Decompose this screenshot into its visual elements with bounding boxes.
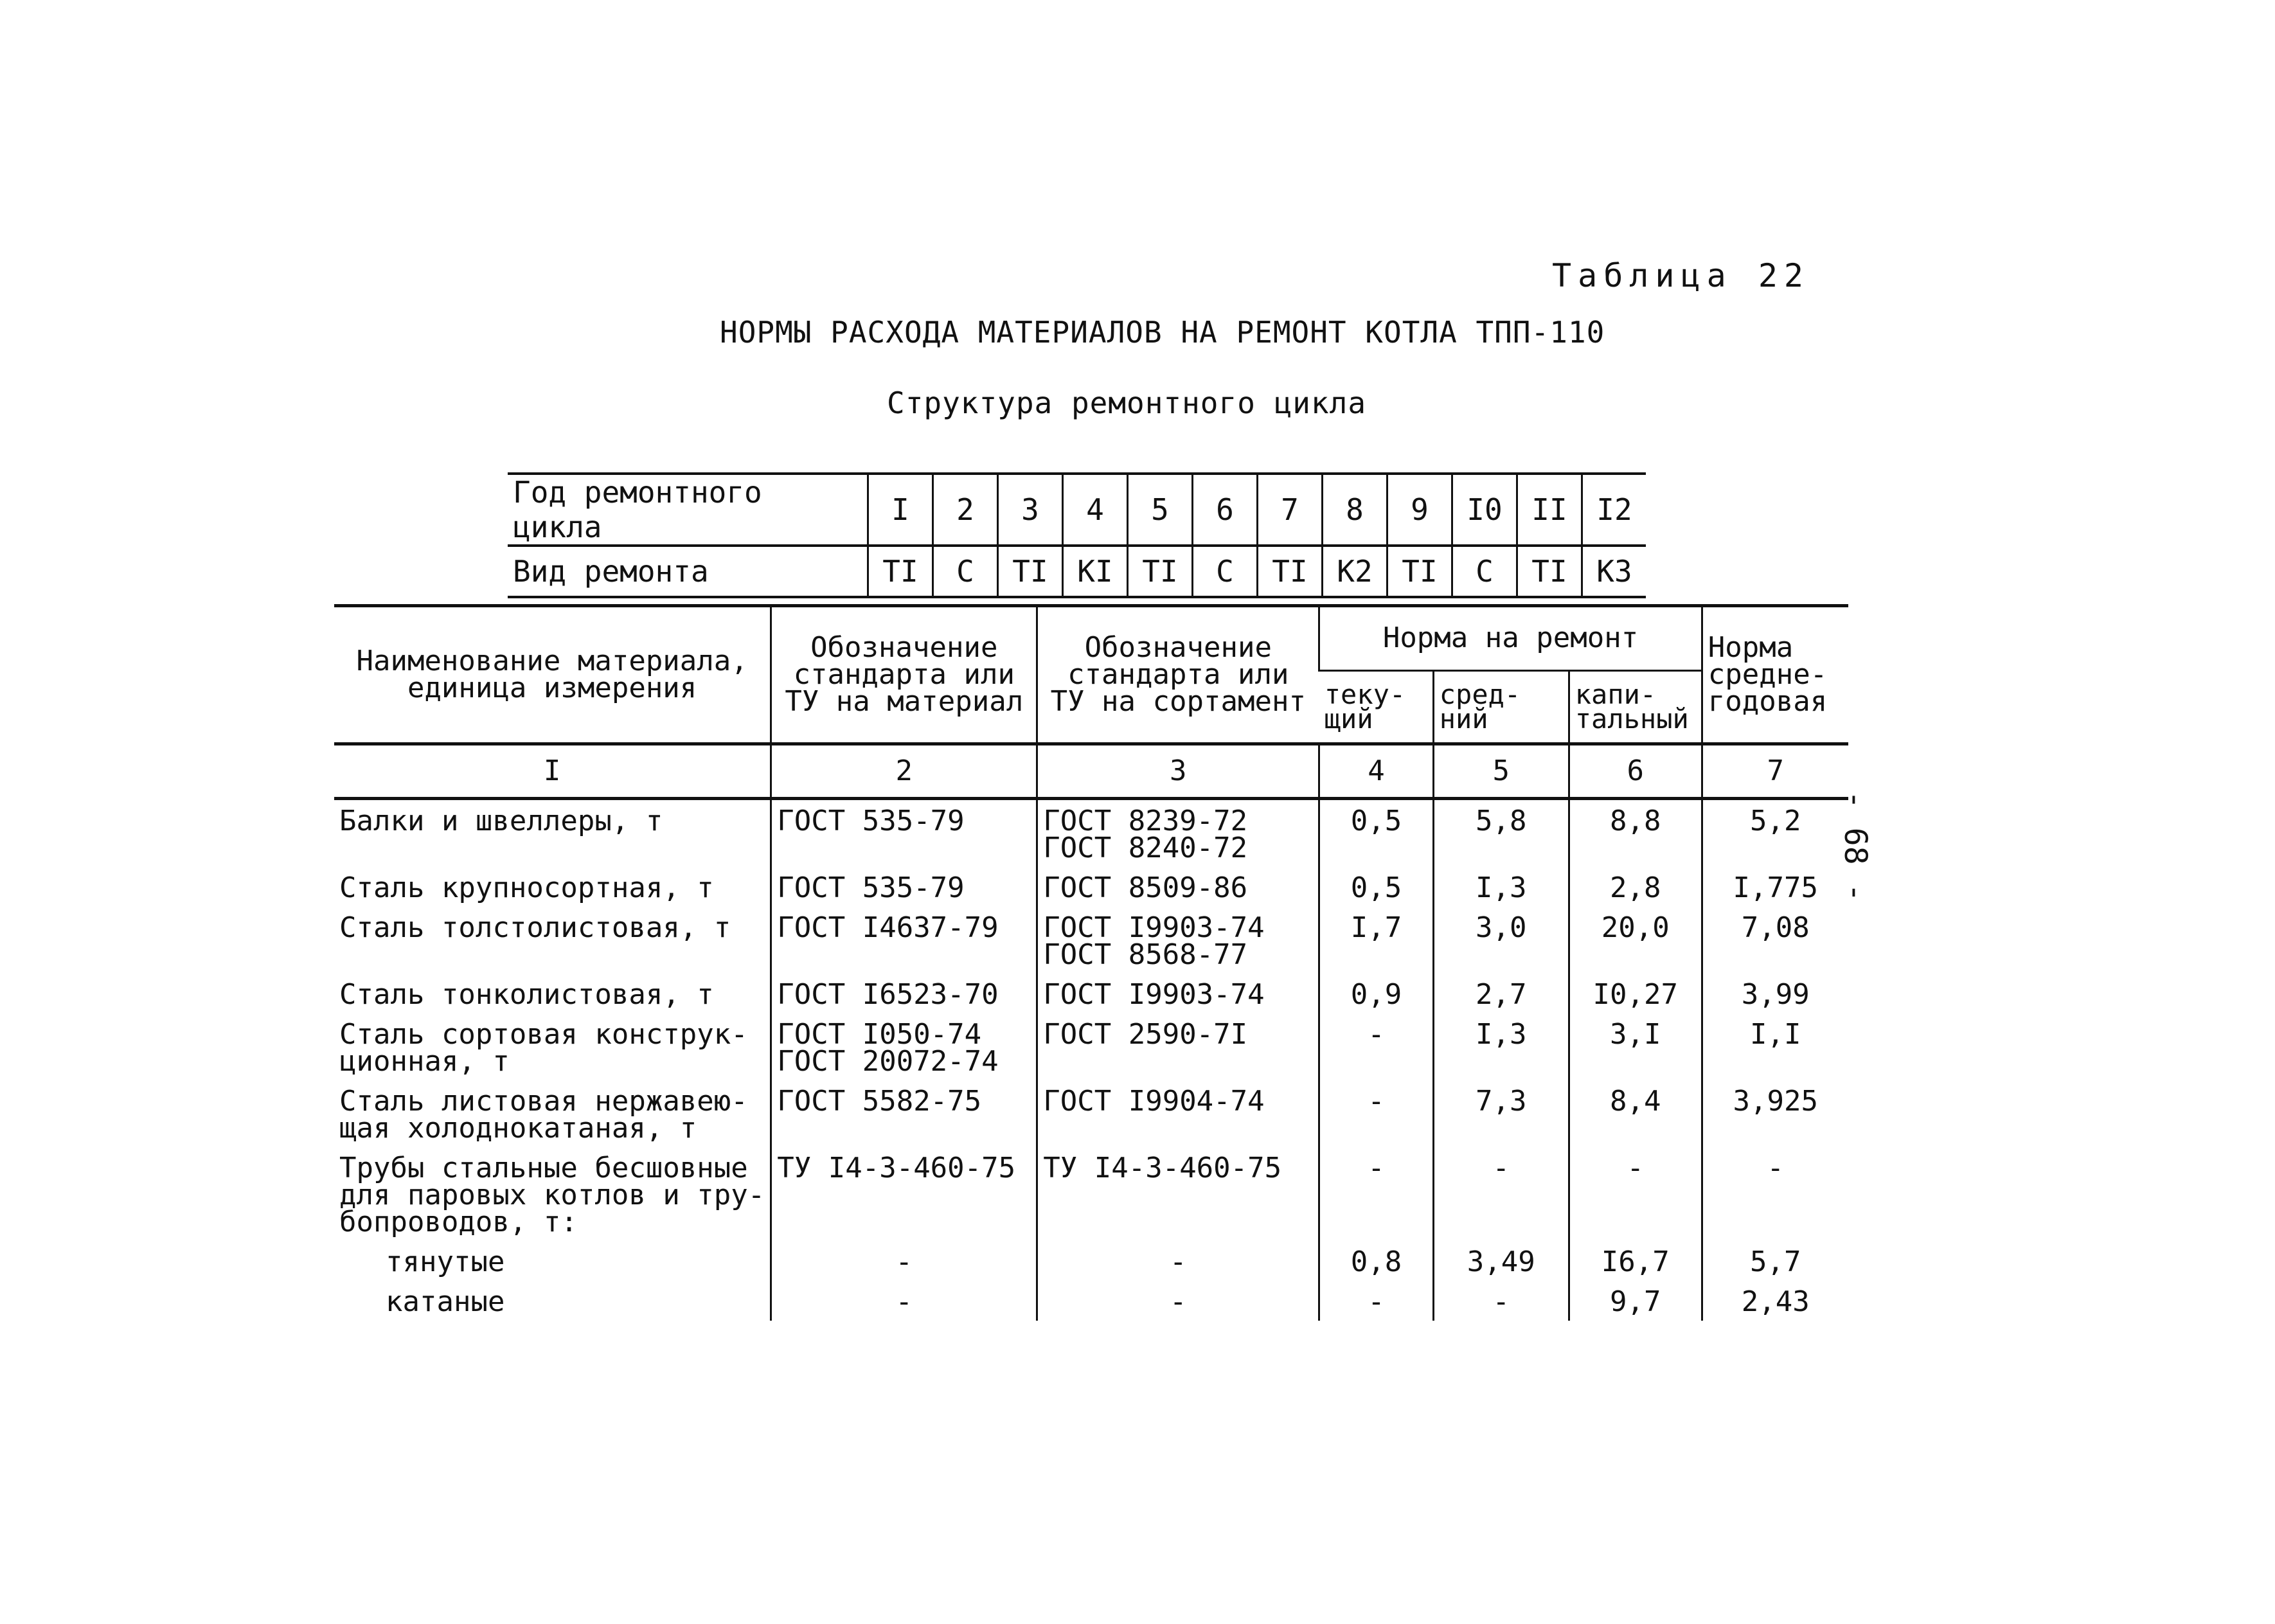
repair-cycle-table bbox=[508, 472, 1646, 598]
table-row bbox=[334, 974, 1848, 1013]
norm-current: 0,9 bbox=[1319, 974, 1434, 1013]
norm-medium: 3,49 bbox=[1433, 1241, 1569, 1281]
cycle-repair-row bbox=[508, 546, 1646, 597]
norm-annual: I,775 bbox=[1702, 867, 1848, 907]
col-medium-header: сред- ний bbox=[1433, 670, 1569, 744]
table-row bbox=[334, 867, 1848, 907]
col-std-header: Обозначение стандарта или ТУ на материал bbox=[771, 606, 1037, 744]
norm-annual: 7,08 bbox=[1702, 907, 1848, 974]
cycle-year-label: Год ремонтного цикла bbox=[508, 474, 868, 546]
table-row bbox=[334, 1281, 1848, 1321]
cycle-year: 8 bbox=[1323, 474, 1387, 546]
column-number: I bbox=[334, 744, 771, 799]
sortament-standard: - bbox=[1037, 1241, 1319, 1281]
norm-capital: 20,0 bbox=[1569, 907, 1702, 974]
cycle-repair: KI bbox=[1063, 546, 1128, 597]
cycle-repair: TI bbox=[998, 546, 1063, 597]
cycle-year: I0 bbox=[1452, 474, 1517, 546]
norm-medium: I,3 bbox=[1433, 1013, 1569, 1080]
cycle-year: 4 bbox=[1063, 474, 1128, 546]
cycle-year: 3 bbox=[998, 474, 1063, 546]
material-name: тянутые bbox=[386, 1245, 505, 1278]
material-name: катаные bbox=[386, 1285, 505, 1318]
norm-annual: 5,2 bbox=[1702, 799, 1848, 868]
column-number: 6 bbox=[1569, 744, 1702, 799]
norm-capital: - bbox=[1569, 1147, 1702, 1241]
table-row bbox=[334, 1080, 1848, 1147]
column-number: 3 bbox=[1037, 744, 1319, 799]
sortament-standard: ГОСТ I9903-74 ГОСТ 8568-77 bbox=[1037, 907, 1319, 974]
column-number: 7 bbox=[1702, 744, 1848, 799]
table-row bbox=[334, 1241, 1848, 1281]
cycle-repair: C bbox=[933, 546, 998, 597]
norm-capital: 2,8 bbox=[1569, 867, 1702, 907]
sortament-standard: ГОСТ 2590-7I bbox=[1037, 1013, 1319, 1080]
norm-current: 0,5 bbox=[1319, 867, 1434, 907]
document-title: НОРМЫ РАСХОДА МАТЕРИАЛОВ НА РЕМОНТ КОТЛА ТПП-110 bbox=[720, 315, 1605, 350]
sortament-standard: - bbox=[1037, 1281, 1319, 1321]
sortament-standard: ТУ I4-3-460-75 bbox=[1037, 1147, 1319, 1241]
norm-annual: - bbox=[1702, 1147, 1848, 1241]
norm-medium: 2,7 bbox=[1433, 974, 1569, 1013]
sortament-standard: ГОСТ I9903-74 bbox=[1037, 974, 1319, 1013]
material-name: Балки и швеллеры, т bbox=[339, 805, 663, 837]
norm-annual: 2,43 bbox=[1702, 1281, 1848, 1321]
col-name-header: Наименование материала, единица измерения bbox=[334, 606, 771, 744]
cycle-year: 5 bbox=[1128, 474, 1193, 546]
cycle-year-row bbox=[508, 474, 1646, 546]
cycle-repair: C bbox=[1193, 546, 1258, 597]
column-number: 5 bbox=[1433, 744, 1569, 799]
column-number-row bbox=[334, 744, 1848, 799]
cycle-year: 9 bbox=[1387, 474, 1452, 546]
norm-capital: 3,I bbox=[1569, 1013, 1702, 1080]
norm-medium: - bbox=[1433, 1147, 1569, 1241]
cycle-year: 7 bbox=[1258, 474, 1323, 546]
norm-medium: I,3 bbox=[1433, 867, 1569, 907]
cycle-repair: TI bbox=[1258, 546, 1323, 597]
table-row bbox=[334, 907, 1848, 974]
norm-medium: 3,0 bbox=[1433, 907, 1569, 974]
material-name: Сталь сортовая конструк- ционная, т bbox=[339, 1018, 748, 1078]
material-standard: - bbox=[771, 1281, 1037, 1321]
norm-current: - bbox=[1319, 1147, 1434, 1241]
material-standard: ГОСТ 5582-75 bbox=[771, 1080, 1037, 1147]
sortament-standard: ГОСТ 8509-86 bbox=[1037, 867, 1319, 907]
col-capital-header: капи- тальный bbox=[1569, 670, 1702, 744]
norm-annual: 3,99 bbox=[1702, 974, 1848, 1013]
col-sortament-header: Обозначение стандарта или ТУ на сортамент bbox=[1037, 606, 1319, 744]
material-standard: ГОСТ I4637-79 bbox=[771, 907, 1037, 974]
page-number: - 68 - bbox=[1837, 790, 1873, 902]
table-body bbox=[334, 799, 1848, 1321]
cycle-repair: TI bbox=[1517, 546, 1582, 597]
norm-medium: 5,8 bbox=[1433, 799, 1569, 868]
sortament-standard: ГОСТ 8239-72 ГОСТ 8240-72 bbox=[1037, 799, 1319, 868]
col-norm-group-header: Норма на ремонт bbox=[1319, 606, 1702, 671]
cycle-year: I2 bbox=[1582, 474, 1646, 546]
cycle-repair-label: Вид ремонта bbox=[508, 546, 868, 597]
table-row bbox=[334, 799, 1848, 868]
material-standard: ТУ I4-3-460-75 bbox=[771, 1147, 1037, 1241]
column-number: 2 bbox=[771, 744, 1037, 799]
col-annual-header: Норма средне- годовая bbox=[1702, 606, 1848, 744]
material-standard: ГОСТ 535-79 bbox=[771, 867, 1037, 907]
norm-current: 0,8 bbox=[1319, 1241, 1434, 1281]
norm-annual: 3,925 bbox=[1702, 1080, 1848, 1147]
cycle-year: 6 bbox=[1193, 474, 1258, 546]
cycle-repair: TI bbox=[1128, 546, 1193, 597]
cycle-year: I bbox=[868, 474, 933, 546]
cycle-repair: K3 bbox=[1582, 546, 1646, 597]
material-standard: ГОСТ I050-74 ГОСТ 20072-74 bbox=[771, 1013, 1037, 1080]
norm-current: I,7 bbox=[1319, 907, 1434, 974]
norm-current: - bbox=[1319, 1080, 1434, 1147]
norm-capital: I6,7 bbox=[1569, 1241, 1702, 1281]
norm-current: - bbox=[1319, 1281, 1434, 1321]
material-name: Трубы стальные бесшовные для паровых котлов и тру- бопроводов, т: bbox=[339, 1152, 765, 1238]
material-name: Сталь листовая нержавею- щая холоднокатаная, т bbox=[339, 1085, 748, 1145]
cycle-repair: TI bbox=[1387, 546, 1452, 597]
col-current-header: теку- щий bbox=[1319, 670, 1434, 744]
header-row bbox=[334, 606, 1848, 671]
norm-capital: 9,7 bbox=[1569, 1281, 1702, 1321]
norm-annual: I,I bbox=[1702, 1013, 1848, 1080]
material-name: Сталь тонколистовая, т bbox=[339, 978, 714, 1011]
norm-current: 0,5 bbox=[1319, 799, 1434, 868]
table-row bbox=[334, 1147, 1848, 1241]
norm-annual: 5,7 bbox=[1702, 1241, 1848, 1281]
material-name: Сталь крупносортная, т bbox=[339, 871, 714, 904]
material-standard: ГОСТ 535-79 bbox=[771, 799, 1037, 868]
norm-medium: 7,3 bbox=[1433, 1080, 1569, 1147]
sortament-standard: ГОСТ I9904-74 bbox=[1037, 1080, 1319, 1147]
materials-table bbox=[334, 604, 1848, 1321]
material-standard: - bbox=[771, 1241, 1037, 1281]
norm-capital: 8,4 bbox=[1569, 1080, 1702, 1147]
norm-current: - bbox=[1319, 1013, 1434, 1080]
cycle-subtitle: Структура ремонтного цикла bbox=[887, 386, 1367, 420]
column-number: 4 bbox=[1319, 744, 1434, 799]
material-standard: ГОСТ I6523-70 bbox=[771, 974, 1037, 1013]
norm-capital: I0,27 bbox=[1569, 974, 1702, 1013]
table-row bbox=[334, 1013, 1848, 1080]
norm-capital: 8,8 bbox=[1569, 799, 1702, 868]
cycle-year: II bbox=[1517, 474, 1582, 546]
cycle-repair: TI bbox=[868, 546, 933, 597]
table-label: Таблица 22 bbox=[1552, 257, 1810, 294]
norm-medium: - bbox=[1433, 1281, 1569, 1321]
material-name: Сталь толстолистовая, т bbox=[339, 911, 731, 944]
cycle-repair: C bbox=[1452, 546, 1517, 597]
cycle-repair: K2 bbox=[1323, 546, 1387, 597]
cycle-year: 2 bbox=[933, 474, 998, 546]
